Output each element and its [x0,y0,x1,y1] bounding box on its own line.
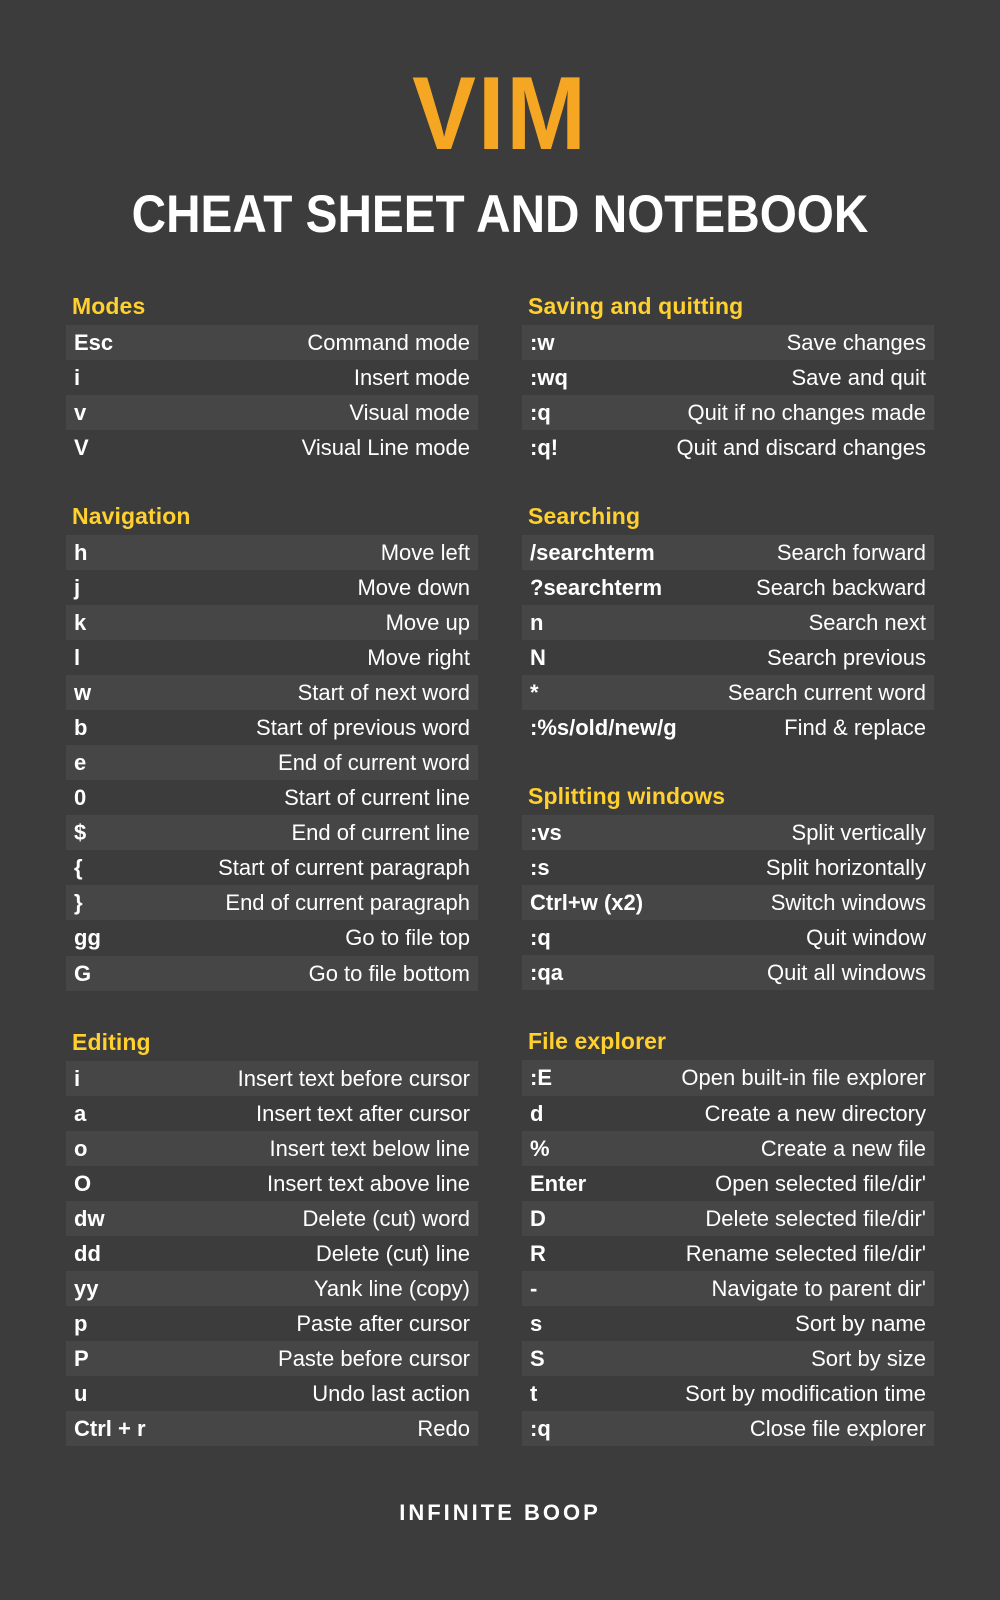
section [66,503,478,990]
shortcut-key: G [74,960,92,986]
shortcut-description: Sort by modification time [685,1380,926,1406]
section [522,293,934,465]
shortcut-row [522,360,934,395]
shortcut-key: :q [530,1415,551,1441]
shortcut-description: Go to file bottom [308,960,470,986]
left-column [66,293,478,1446]
section-title: File explorer [528,1028,667,1055]
shortcut-row [66,885,478,920]
right-column [522,293,934,1446]
section [522,503,934,745]
shortcut-key: dd [74,1240,101,1266]
shortcut-key: b [74,715,88,741]
shortcut-row [66,430,478,465]
shortcut-row [522,395,934,430]
section-title: Searching [528,503,641,530]
shortcut-key: Esc [74,330,114,355]
shortcut-description: Split vertically [791,820,926,846]
shortcut-description: Search backward [756,575,926,601]
shortcut-key: :%s/old/new/g [530,715,677,741]
shortcut-row [66,1236,478,1271]
shortcut-row [66,675,478,710]
shortcut-row [522,535,934,570]
shortcut-key: /searchterm [530,540,655,566]
shortcut-key: v [74,400,87,426]
shortcut-key: gg [74,925,101,951]
shortcut-row [522,850,934,885]
shortcut-row [522,1236,934,1271]
shortcut-key: yy [74,1275,99,1301]
shortcut-description: Quit if no changes made [687,400,926,426]
shortcut-row [66,605,478,640]
shortcut-key: :q [530,400,551,426]
shortcut-description: Quit window [806,925,926,951]
shortcut-description: Quit and discard changes [676,435,926,461]
shortcut-description: Insert text below line [269,1135,470,1161]
shortcut-list [522,535,934,745]
shortcut-description: Go to file top [345,925,470,951]
shortcut-description: Sort by size [811,1345,926,1371]
shortcut-row [66,1201,478,1236]
shortcut-row [522,1131,934,1166]
shortcut-row [522,920,934,955]
shortcut-row [66,1341,478,1376]
shortcut-key: i [74,1065,81,1091]
shortcut-description: Save changes [786,330,926,355]
shortcut-description: Paste before cursor [278,1345,470,1371]
shortcut-description: Move left [380,540,470,566]
shortcut-key: 0 [74,785,87,811]
shortcut-description: Search current word [727,680,926,706]
shortcut-row [522,955,934,990]
shortcut-row [66,956,478,991]
shortcut-key: :wq [530,365,568,391]
shortcut-key: j [74,575,81,601]
shortcut-list [522,815,934,990]
shortcut-row [66,395,478,430]
shortcut-row [66,1061,478,1096]
shortcut-description: End of current line [291,820,470,846]
shortcut-list [66,535,478,990]
shortcut-key: } [74,890,83,916]
shortcut-description: Undo last action [312,1380,470,1406]
shortcut-key: t [530,1380,538,1406]
shortcut-description: Search next [808,610,926,636]
shortcut-description: Move down [357,575,470,601]
shortcut-description: Quit all windows [767,960,926,986]
shortcut-description: Move up [385,610,470,636]
shortcut-row [522,1306,934,1341]
section-title: Navigation [72,503,191,530]
footer [0,1500,1000,1526]
content-columns [0,293,1000,1446]
shortcut-row [66,1411,478,1446]
shortcut-key: % [530,1135,550,1161]
shortcut-description: Visual mode [349,400,470,426]
shortcut-row [522,1411,934,1446]
shortcut-row [66,920,478,955]
shortcut-row [522,570,934,605]
shortcut-row [66,710,478,745]
shortcut-row [66,570,478,605]
shortcut-row [66,1096,478,1131]
shortcut-description: Delete (cut) word [302,1205,470,1231]
shortcut-list [66,325,478,465]
shortcut-row [66,1131,478,1166]
brand-label: INFINITE BOOP [399,1500,601,1525]
shortcut-description: Split horizontally [765,855,926,881]
shortcut-description: Command mode [307,330,470,355]
shortcut-description: Search forward [776,540,926,566]
section [66,293,478,465]
shortcut-key: i [74,365,81,391]
shortcut-row [66,325,478,360]
shortcut-key: N [530,645,546,671]
shortcut-row [522,1271,934,1306]
shortcut-key: l [74,645,81,671]
page-title: VIM [412,56,588,172]
shortcut-description: Close file explorer [749,1415,926,1441]
shortcut-description: Search previous [767,645,926,671]
shortcut-key: Ctrl + r [74,1415,146,1441]
shortcut-description: Start of current line [284,785,470,811]
shortcut-description: Open built-in file explorer [681,1065,926,1091]
shortcut-description: Redo [417,1415,470,1441]
shortcut-row [522,815,934,850]
shortcut-key: :q! [530,435,559,461]
shortcut-row [66,1271,478,1306]
shortcut-key: p [74,1310,88,1336]
shortcut-row [66,815,478,850]
shortcut-key: e [74,750,87,776]
shortcut-description: Find & replace [784,715,926,741]
shortcut-key: ?searchterm [530,575,663,601]
shortcut-row [522,675,934,710]
shortcut-key: :vs [530,820,562,846]
shortcut-row [522,605,934,640]
shortcut-row [522,430,934,465]
section-title: Saving and quitting [528,293,744,319]
shortcut-description: Insert text after cursor [256,1100,470,1126]
shortcut-key: :qa [530,960,563,986]
section-title: Modes [72,293,146,319]
shortcut-key: S [530,1345,545,1371]
shortcut-list [522,1060,934,1445]
section-title: Splitting windows [528,783,726,810]
shortcut-row [522,1060,934,1095]
shortcut-key: :E [530,1065,552,1091]
shortcut-key: V [74,435,89,461]
shortcut-row [66,745,478,780]
shortcut-description: Start of current paragraph [218,855,470,881]
shortcut-row [522,710,934,745]
shortcut-row [522,640,934,675]
page-subtitle: CHEAT SHEET AND NOTEBOOK [131,185,869,244]
shortcut-key: $ [74,820,87,846]
shortcut-row [66,360,478,395]
shortcut-description: Yank line (copy) [313,1275,470,1301]
shortcut-row [66,640,478,675]
shortcut-key: s [530,1310,543,1336]
shortcut-key: :w [530,330,555,355]
shortcut-description: Navigate to parent dir' [711,1275,926,1301]
shortcut-description: Insert mode [353,365,470,391]
shortcut-row [66,780,478,815]
shortcut-key: - [530,1275,538,1301]
shortcut-key: dw [74,1205,105,1231]
shortcut-description: Insert text before cursor [237,1065,470,1091]
shortcut-row [522,1201,934,1236]
shortcut-description: Start of previous word [256,715,470,741]
shortcut-key: a [74,1100,87,1126]
shortcut-description: Paste after cursor [296,1310,470,1336]
shortcut-key: Enter [530,1170,587,1196]
shortcut-list [522,325,934,465]
section [66,1029,478,1446]
title-block [0,0,1000,244]
shortcut-row [522,1341,934,1376]
section [522,783,934,990]
shortcut-description: Delete (cut) line [315,1240,470,1266]
shortcut-description: End of current word [278,750,470,776]
shortcut-key: :s [530,855,550,881]
shortcut-description: Switch windows [770,890,926,916]
shortcut-description: Create a new directory [704,1100,926,1126]
shortcut-key: h [74,540,88,566]
section-title: Editing [72,1028,151,1055]
shortcut-description: Visual Line mode [301,435,470,461]
shortcut-description: Open selected file/dir' [715,1170,926,1196]
shortcut-description: Sort by name [795,1310,926,1336]
shortcut-description: Insert text above line [266,1170,470,1196]
shortcut-description: End of current paragraph [225,890,470,916]
shortcut-key: * [530,680,539,706]
shortcut-description: Rename selected file/dir' [685,1240,926,1266]
shortcut-key: R [530,1240,546,1266]
shortcut-key: { [74,855,83,881]
shortcut-row [66,850,478,885]
shortcut-description: Move right [367,645,470,671]
shortcut-row [66,1166,478,1201]
shortcut-description: Create a new file [760,1135,926,1161]
shortcut-row [522,1096,934,1131]
shortcut-row [66,535,478,570]
shortcut-row [66,1376,478,1411]
shortcut-key: O [74,1170,92,1196]
shortcut-row [522,885,934,920]
shortcut-key: u [74,1380,88,1406]
shortcut-description: Start of next word [297,680,470,706]
shortcut-key: o [74,1135,88,1161]
shortcut-key: n [530,610,544,636]
shortcut-description: Save and quit [791,365,926,391]
shortcut-key: :q [530,925,551,951]
shortcut-list [66,1061,478,1446]
shortcut-row [522,1376,934,1411]
shortcut-key: D [530,1205,546,1231]
shortcut-key: k [74,610,87,636]
shortcut-key: w [74,680,92,706]
shortcut-key: P [74,1345,89,1371]
shortcut-description: Delete selected file/dir' [705,1205,926,1231]
shortcut-row [522,1166,934,1201]
shortcut-key: d [530,1100,544,1126]
shortcut-key: Ctrl+w (x2) [530,890,644,916]
section [522,1028,934,1445]
shortcut-row [66,1306,478,1341]
shortcut-row [522,325,934,360]
